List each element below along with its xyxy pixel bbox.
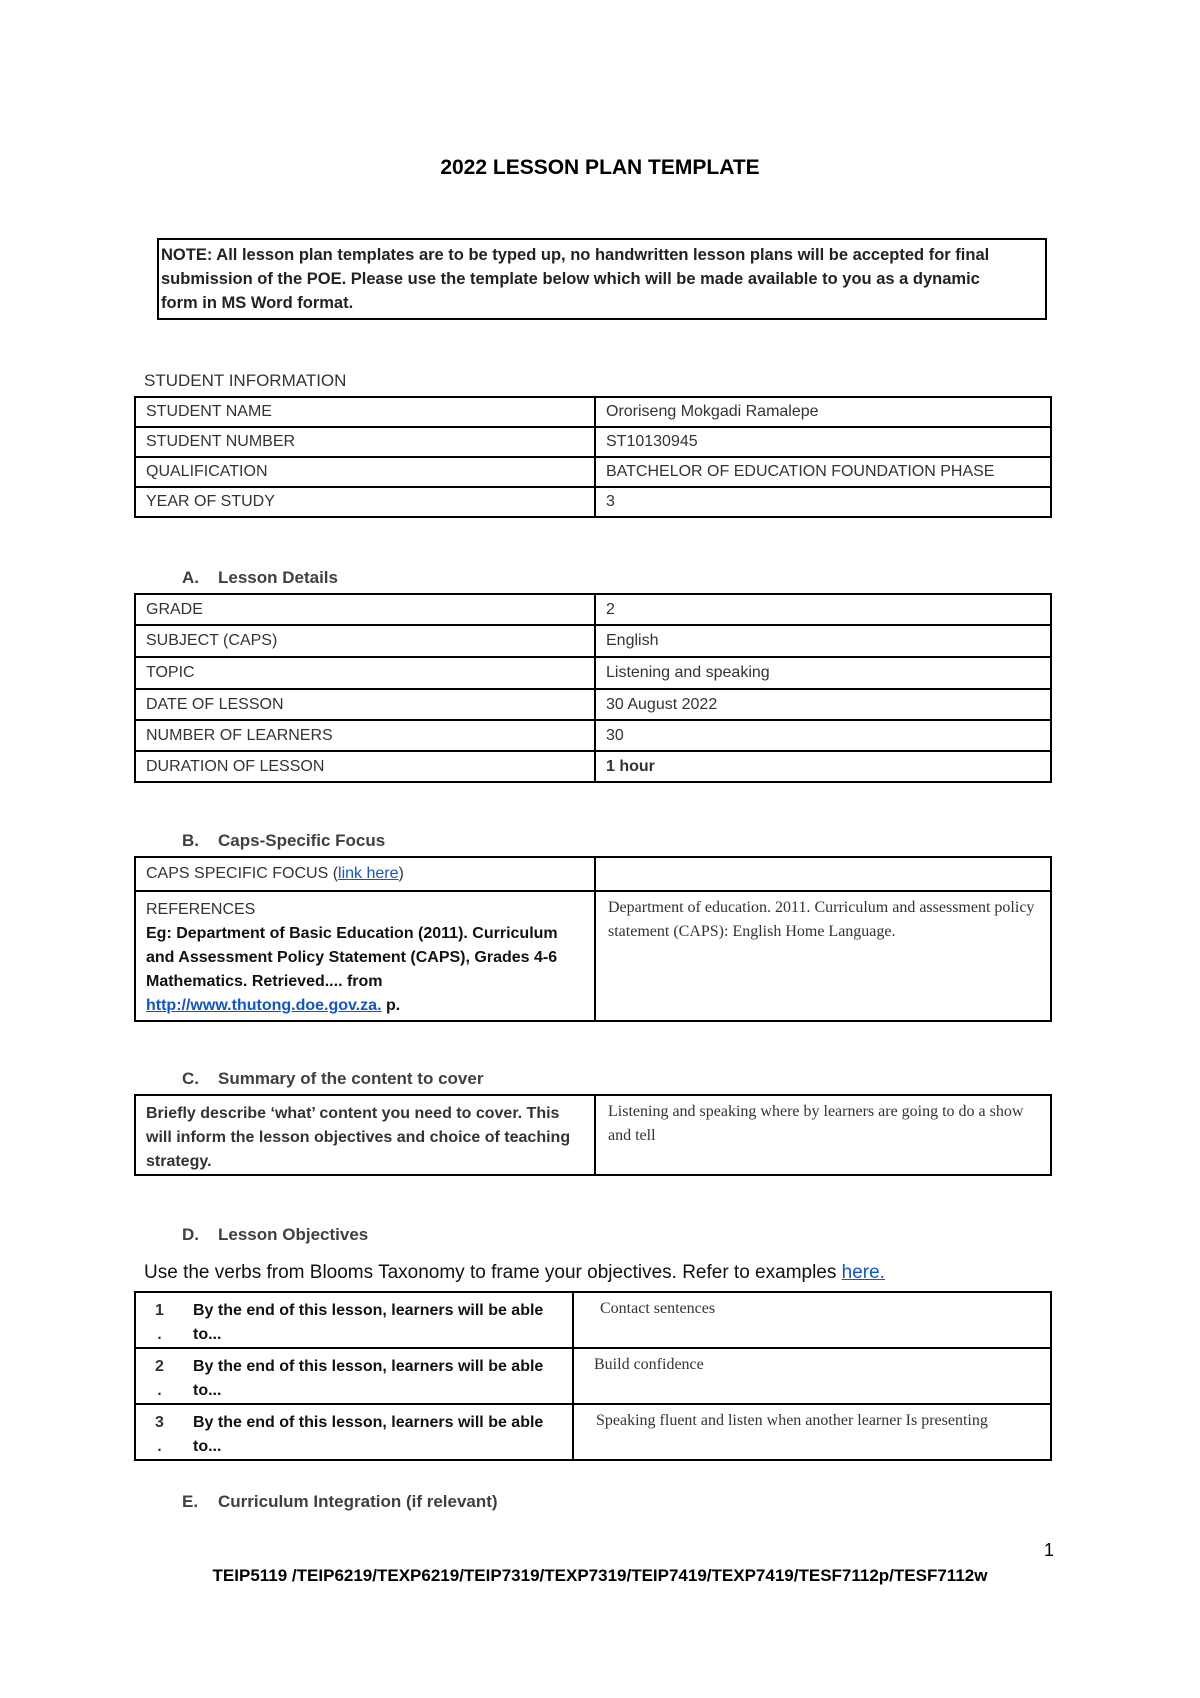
learners-label: NUMBER OF LEARNERS	[135, 720, 595, 751]
section-title: Curriculum Integration (if relevant)	[218, 1492, 498, 1511]
page-number: 1	[1043, 1540, 1054, 1560]
summary-table	[134, 1094, 1052, 1176]
footer-codes: TEIP5119 /TEIP6219/TEXP6219/TEIP7319/TEXP7319/TEIP7419/TEXP7419/TESF7112p/TESF7112w	[212, 1566, 988, 1585]
page-title: 2022 LESSON PLAN TEMPLATE	[440, 156, 760, 179]
table-row	[135, 625, 1051, 657]
objective-number	[135, 1404, 183, 1460]
note-line-1: NOTE: All lesson plan templates are to be typed up, no handwritten lesson plans will be accepted for final	[161, 246, 990, 264]
student-number-value: ST10130945	[595, 427, 1051, 457]
table-row	[135, 1292, 1051, 1348]
note-line-2: submission of the POE. Please use the template below which will be made available to you as a dynamic	[161, 270, 980, 288]
section-letter: D.	[182, 1225, 199, 1244]
student-info-heading: STUDENT INFORMATION	[144, 371, 347, 390]
objective-prompt: By the end of this lesson, learners will be able to...	[183, 1292, 573, 1348]
references-label: REFERENCES	[146, 901, 256, 918]
table-row	[135, 857, 1051, 891]
section-title: Caps-Specific Focus	[218, 831, 386, 850]
summary-prompt: Briefly describe ‘what’ content you need to cover. This will inform the lesson objectives and choice of teaching strategy.	[135, 1095, 595, 1175]
table-row	[135, 891, 1051, 1021]
objective-num-text: 2	[155, 1358, 164, 1375]
table-row	[135, 1348, 1051, 1404]
table-row	[135, 594, 1051, 625]
table-row	[135, 427, 1051, 457]
subject-label: SUBJECT (CAPS)	[135, 625, 595, 657]
examples-link[interactable]: here.	[841, 1262, 885, 1283]
table-row	[135, 1404, 1051, 1460]
objective-number	[135, 1292, 183, 1348]
references-cell	[135, 891, 595, 1021]
objective-value: Build confidence	[573, 1348, 1051, 1404]
references-tail: p.	[381, 997, 401, 1014]
caps-focus-heading	[182, 831, 385, 851]
topic-value: Listening and speaking	[595, 657, 1051, 689]
note-box	[157, 238, 1047, 320]
table-row	[135, 487, 1051, 517]
references-value: Department of education. 2011. Curriculum and assessment policy statement (CAPS): English Home Language.	[595, 891, 1051, 1021]
objective-number	[135, 1348, 183, 1404]
student-info-table	[134, 396, 1052, 518]
integration-heading	[182, 1492, 498, 1512]
objective-dot: .	[157, 1326, 162, 1343]
subject-value: English	[595, 625, 1051, 657]
objective-num-text: 3	[155, 1414, 164, 1431]
qualification-label: QUALIFICATION	[135, 457, 595, 487]
objectives-instruction	[144, 1262, 885, 1284]
duration-label: DURATION OF LESSON	[135, 751, 595, 782]
caps-focus-label-cell	[135, 857, 595, 891]
note-line-3: form in MS Word format.	[161, 294, 354, 312]
table-row	[135, 657, 1051, 689]
topic-label: TOPIC	[135, 657, 595, 689]
table-row	[135, 457, 1051, 487]
date-label: DATE OF LESSON	[135, 689, 595, 720]
section-letter: A.	[182, 568, 199, 587]
instruction-text: Use the verbs from Blooms Taxonomy to frame your objectives. Refer to examples	[144, 1262, 842, 1283]
objectives-table	[134, 1291, 1052, 1461]
student-number-label: STUDENT NUMBER	[135, 427, 595, 457]
grade-label: GRADE	[135, 594, 595, 625]
section-letter: C.	[182, 1069, 199, 1088]
qualification-value: BATCHELOR OF EDUCATION FOUNDATION PHASE	[595, 457, 1051, 487]
objective-prompt: By the end of this lesson, learners will be able to...	[183, 1348, 573, 1404]
table-row	[135, 1095, 1051, 1175]
section-title: Lesson Objectives	[218, 1225, 369, 1244]
objective-value: Contact sentences	[573, 1292, 1051, 1348]
references-url[interactable]: http://www.thutong.doe.gov.za.	[146, 997, 382, 1014]
table-row	[135, 689, 1051, 720]
objective-dot: .	[157, 1438, 162, 1455]
year-of-study-label: YEAR OF STUDY	[135, 487, 595, 517]
caps-focus-label: CAPS SPECIFIC FOCUS (	[146, 865, 339, 882]
year-of-study-value: 3	[595, 487, 1051, 517]
grade-value: 2	[595, 594, 1051, 625]
section-letter: B.	[182, 831, 199, 850]
date-value: 30 August 2022	[595, 689, 1051, 720]
references-example	[146, 922, 584, 1018]
summary-heading	[182, 1069, 483, 1089]
duration-value: 1 hour	[595, 751, 1051, 782]
caps-focus-value-cell	[595, 857, 1051, 891]
lesson-details-table	[134, 593, 1052, 783]
objective-dot: .	[157, 1382, 162, 1399]
objective-prompt: By the end of this lesson, learners will be able to...	[183, 1404, 573, 1460]
summary-value: Listening and speaking where by learners are going to do a show and tell	[595, 1095, 1051, 1175]
lesson-details-heading	[182, 568, 338, 588]
references-example-text: Eg: Department of Basic Education (2011). Curriculum and Assessment Policy Statement (CAPS), Grades 4-6 Mathematics. Retrieved.... from	[146, 925, 558, 990]
section-letter: E.	[182, 1492, 199, 1511]
objective-value: Speaking fluent and listen when another learner Is presenting	[573, 1404, 1051, 1460]
section-title: Lesson Details	[218, 568, 338, 587]
learners-value: 30	[595, 720, 1051, 751]
caps-focus-link[interactable]: link here	[338, 865, 399, 882]
caps-focus-table	[134, 856, 1052, 1022]
table-row	[135, 397, 1051, 427]
objectives-heading	[182, 1225, 368, 1245]
section-title: Summary of the content to cover	[218, 1069, 484, 1088]
student-name-value: Ororiseng Mokgadi Ramalepe	[595, 397, 1051, 427]
student-name-label: STUDENT NAME	[135, 397, 595, 427]
caps-focus-close: )	[398, 865, 404, 882]
table-row	[135, 751, 1051, 782]
table-row	[135, 720, 1051, 751]
objective-num-text: 1	[155, 1302, 164, 1319]
